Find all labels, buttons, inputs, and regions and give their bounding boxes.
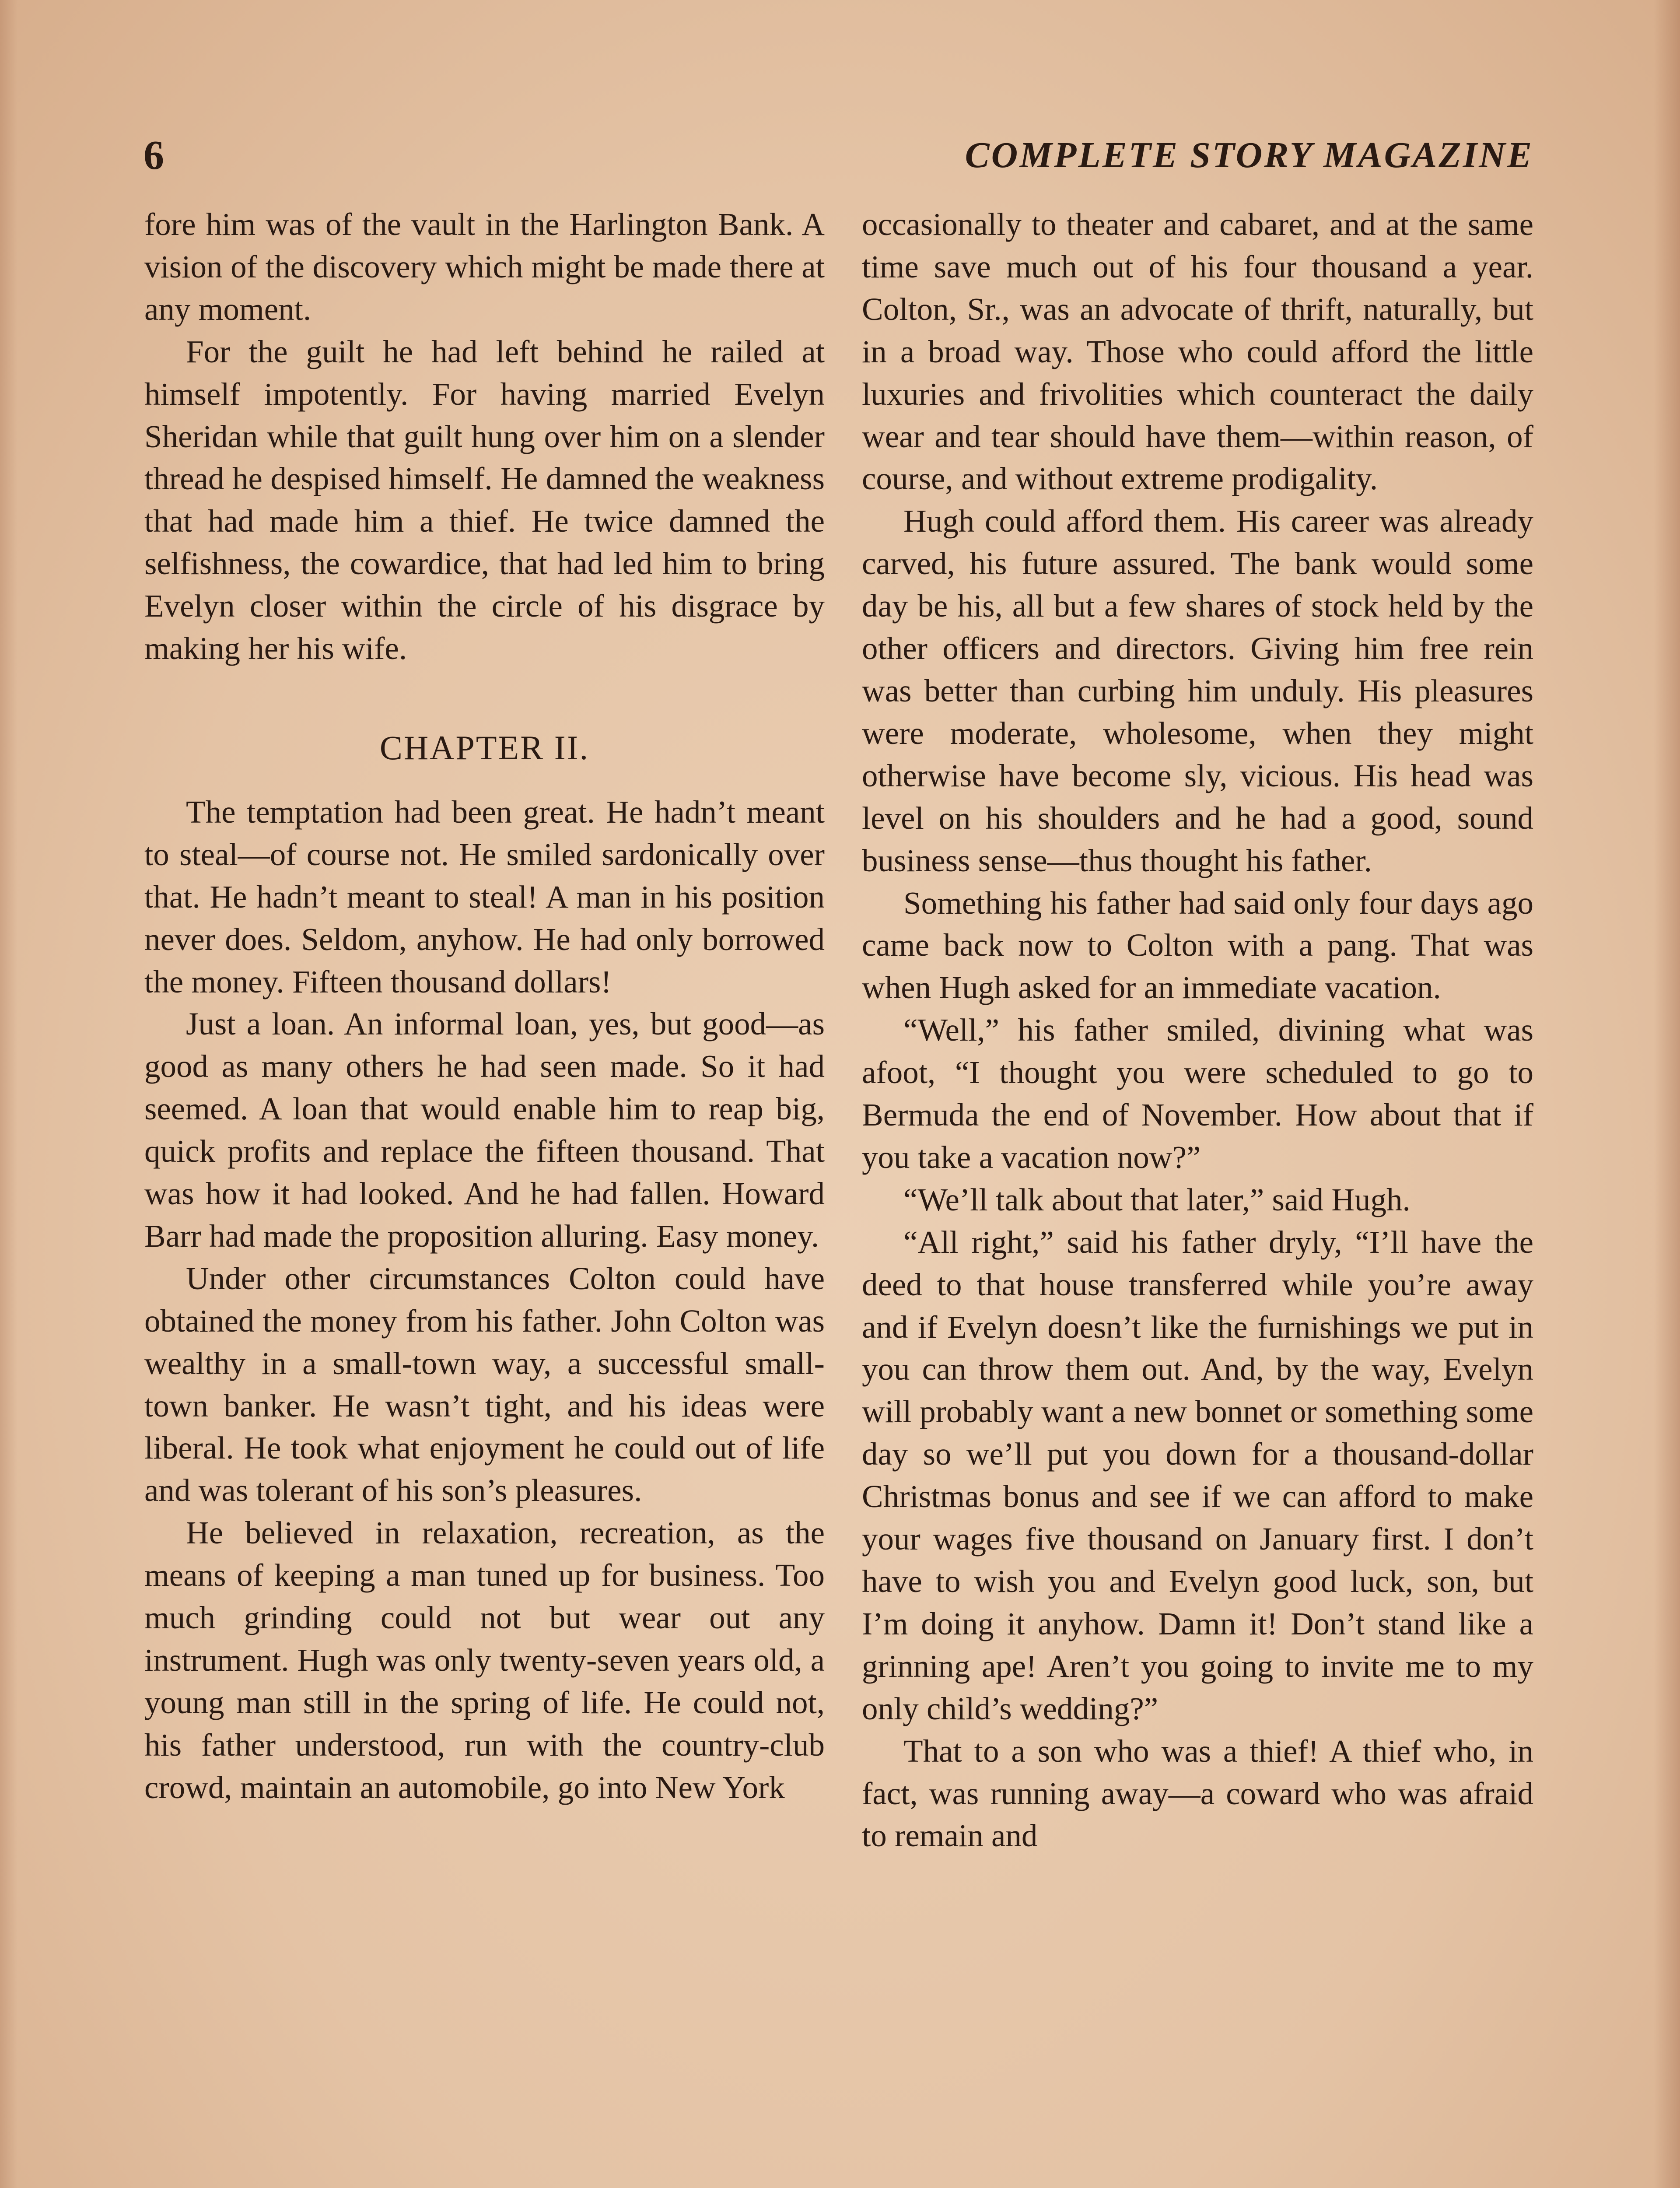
paragraph: “Well,” his father smiled, divining what was afoot, “I thought you were scheduled to go to Bermuda the end of November. How about that if you take a vacation now?”: [862, 1012, 1533, 1175]
paragraph: The temptation had been great. He hadn’t meant to steal—of course not. He smiled sardonically over that. He hadn’t meant to steal! A man in his position never does. Seldom, anyhow. He had only borrowed the money. Fifteen thousand dollars!: [144, 794, 825, 999]
paragraph: For the guilt he had left behind he railed at himself impotently. For having married Evelyn Sheridan while that guilt hung over him on a slender thread he despised himself. He damned the weakness that had made him a thief. He twice damned the selfishness, the cowardice, that had led him to bring Evelyn closer within the circle of his disgrace by making her his wife.: [144, 333, 825, 666]
page-edge-shadow-left: [0, 0, 18, 2188]
paragraph: He believed in relaxation, recreation, as the means of keeping a man tuned up for business. Too much grinding could not but wear out any instrument. Hugh was only twenty-seven years old, a young man still in the spring of life. He could not, his father understood, run with the country-club crowd, maintain an automobile, go into New York: [144, 1515, 825, 1805]
paragraph: Under other circumstances Colton could have obtained the money from his father. John Colton was wealthy in a small-town way, a successful small-town banker. He wasn’t tight, and his ideas were liberal. He took what enjoyment he could out of life and was tolerant of his son’s pleasures.: [144, 1260, 825, 1508]
paragraph: Something his father had said only four days ago came back now to Colton with a pang. That was when Hugh asked for an immediate vacation.: [862, 885, 1533, 1006]
paragraph: Just a loan. An informal loan, yes, but good—as good as many others he had seen made. So it had seemed. A loan that would enable him to reap big, quick profits and replace the fifteen thousand. That was how it had looked. And he had fallen. Howard Barr had made the proposition alluring. Easy money.: [144, 1006, 825, 1254]
paragraph: That to a son who was a thief! A thief who, in fact, was running away—a coward who was afraid to remain and: [862, 1733, 1533, 1854]
chapter-heading: CHAPTER II.: [379, 728, 590, 767]
right-column: [862, 203, 1533, 2188]
page-header: [140, 127, 1533, 184]
paragraph: occasionally to theater and cabaret, and at the same time save much out of his four thousand a year. Colton, Sr., was an advocate of thrift, naturally, but in a broad way. Those who could afford the little luxuries and frivolities which counteract the daily wear and tear should have them—within reason, of course, and without extreme prodigality.: [862, 207, 1533, 497]
paragraph: Hugh could afford them. His career was already carved, his future assured. The bank would some day be his, all but a few shares of stock held by the other officers and directors. Giving him free rein was better than curbing him unduly. His pleasures were moderate, wholesome, when they might otherwise have become sly, vicious. His head was level on his shoulders and he had a good, sound business sense—thus thought his father.: [862, 503, 1533, 878]
page-number: 6: [144, 133, 164, 178]
paragraph: “All right,” said his father dryly, “I’ll have the deed to that house transferred while you’re away and if Evelyn doesn’t like the furnishings we put in you can throw them out. And, by the way, Evelyn will probably want a new bonnet or something some day so we’ll put you down for a thousand-dollar Christmas bonus and see if we can afford to make your wages five thousand on January first. I don’t have to wish you and Evelyn good luck, son, but I’m doing it anyhow. Damn it! Don’t stand like a grinning ape! Aren’t you going to invite me to my only child’s wedding?”: [862, 1224, 1533, 1726]
running-head: COMPLETE STORY MAGAZINE: [965, 135, 1533, 175]
left-column: [144, 203, 825, 2188]
paragraph: “We’ll talk about that later,” said Hugh.: [903, 1182, 1410, 1217]
paragraph: fore him was of the vault in the Harlington Bank. A vision of the discovery which might be made there at any moment.: [144, 207, 825, 327]
page-edge-shadow-right: [1654, 0, 1680, 2188]
